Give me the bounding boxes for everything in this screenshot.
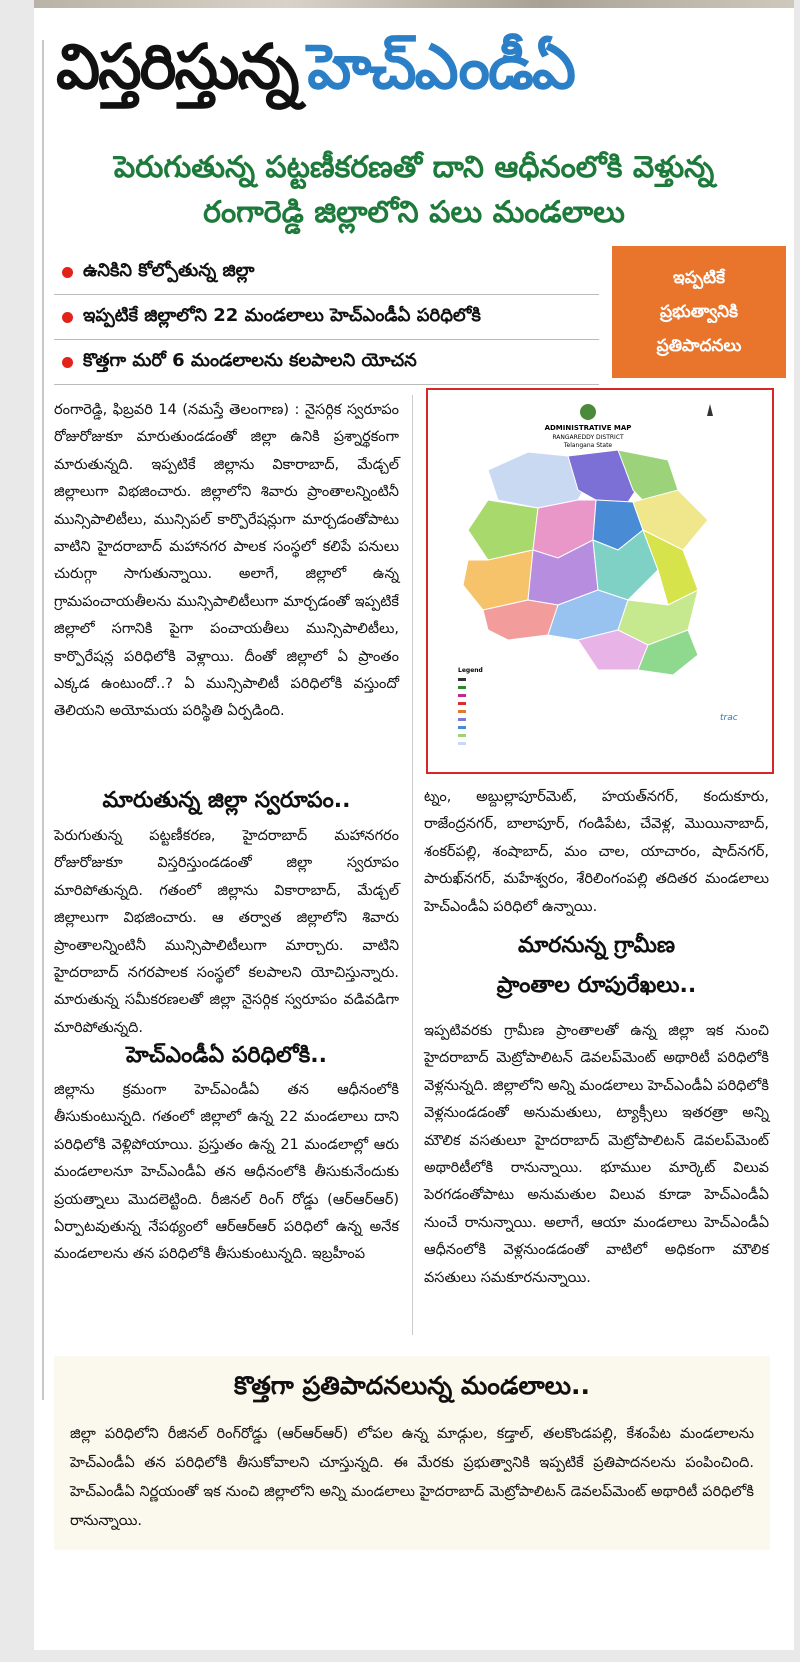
proposed-mandals-body: జిల్లా పరిధిలోని రీజినల్ రింగ్‌రోడ్డు (ఆర్‌ఆర్‌ఆర్) లోపల ఉన్న మాడ్గుల, కడ్తాల్, తలకొండపల్లి, కేశంపేట మండలాలను హెచ్‌ఎండీఏ తన పరిధిలోకి తీసుకోవాలని చూస్తున్నది. ఈ మేరకు ప్రభుత్వానికి ఇప్పటికే ప్రతిపాదనలను పంపించింది. హెచ్‌ఎండీఏ నిర్ణయంతో ఇక నుంచి జిల్లాలోని అన్ని మండలాలు హైదరాబాద్ మెట్రోపాలిటన్ డెవలప్‌మెంట్ అథారిటీ పరిధిలోకి రానున్నాయి. [70, 1426, 754, 1529]
north-arrow-icon [707, 404, 713, 416]
map-state: Telangana State [563, 442, 613, 449]
bullet-dot-icon [62, 357, 73, 368]
callout-line: ఇప్పటికే [673, 268, 725, 288]
subhead-changing-form: మారుతున్న జిల్లా స్వరూపం.. [102, 788, 351, 813]
highlight-bullets [54, 250, 599, 385]
article-para1: పెరుగుతున్న పట్టణీకరణ, హైదరాబాద్ మహానగరం రోజురోజుకూ విస్తరిస్తుండడంతో జిల్లా స్వరూపం మారిపోతున్నది. గతంలో జిల్లాను వికారాబాద్, మేడ్చల్ జిల్లాలుగా విభజించారు. ఆ తర్వాత జిల్లాలోని శివారు ప్రాంతాలన్నింటినీ మున్సిపాలిటీలుగా మార్చారు. వాటిని హైదరాబాద్ నగరపాలక సంస్థలో కలపాలని యోచిస్తున్నారు. మారుతున్న సమీకరణలతో జిల్లా నైసర్గిక స్వరూపం వడివడిగా మారిపోతున్నది. [54, 828, 399, 1036]
district-mandal-shapes [463, 450, 708, 675]
proposed-mandals-title: కొత్తగా ప్రతిపాదనలున్న మండలాలు.. [233, 1371, 591, 1400]
subhead-rural-b: ప్రాంతాల రూపురేఖలు.. [496, 973, 697, 998]
article-para3: ట్నం, అబ్దుల్లాపూర్‌మెట్, హయత్‌నగర్, కందుకూరు, రాజేంద్రనగర్, బాలాపూర్, గండిపేట, చేవెళ్ల, మొయినాబాద్, శంకర్‌పల్లి, శంషాబాద్, మం చాల, యాచారం, షాద్‌నగర్, పారుఖ్‌నగర్, మహేశ్వరం, శేరిలింగంపల్లి తదితర మండలాలు హెచ్‌ఎండీఏ పరిధిలో ఉన్నాయి. [424, 789, 769, 915]
article-para2: జిల్లాను క్రమంగా హెచ్‌ఎండీఏ తన ఆధీనంలోకి తీసుకుంటున్నది. గతంలో జిల్లాలో ఉన్న 22 మండలాలు దాని పరిధిలోకి వెళ్లిపోయాయి. ప్రస్తుతం ఉన్న 21 మండలాల్లో ఆరు మండలాలనూ హెచ్‌ఎండీఏ తన ఆధీనంలోకి తీసుకునేందుకు ప్రయత్నాలు మొదలెట్టింది. రీజినల్ రింగ్ రోడ్డు (ఆర్‌ఆర్‌ఆర్) ఏర్పాటవుతున్న నేపథ్యంలో ఆర్‌ఆర్‌ఆర్ పరిధిలో ఉన్న అనేక మండలాలను తన పరిధిలోకి తీసుకుంటున్నది. ఇబ్రహీంప [54, 1082, 399, 1263]
map-graphic [428, 390, 772, 772]
article-intro: రంగారెడ్డి, ఫిబ్రవరి 14 (నమస్తే తెలంగాణ) : నైసర్గిక స్వరూపం రోజురోజుకూ మారుతుండడంతో జిల్లా ఉనికి ప్రశ్నార్థకంగా మారుతున్నది. ఇప్పటికే జిల్లాను వికారాబాద్, మేడ్చల్ జిల్లాలుగా విభజించారు. జిల్లాలోని శివారు ప్రాంతాలన్నింటినీ మున్సిపాలిటీలు, మున్సిపల్ కార్పొరేషన్లుగా మార్చడంతోపాటు వాటిని హైదరాబాద్ మహానగర పాలక సంస్థలో కలిపే పనులు చురుగ్గా సాగుతున్నాయి. అలాగే, జిల్లాలో ఉన్న గ్రామపంచాయతీలను మున్సిపాలిటీలుగా మార్చడంతో ఇప్పటికే జిల్లాలో సగానికి పైగా పంచాయతీలు మున్సిపాలిటీలు, కార్పొరేషన్ల పరిధిలోకి వెళ్లాయి. దీంతో జిల్లాలో ఏ ప్రాంతం ఎక్కడ ఉంటుందో..? ఏ మున్సిపాలిటీ పరిధిలోకి వస్తుందో తెలియని అయోమయ పరిస్థితి ఏర్పడింది. [54, 402, 399, 720]
subhead-into-hmda: హెచ్‌ఎండీఏ పరిధిలోకి.. [126, 1043, 327, 1068]
map-brand: trac [720, 713, 738, 723]
map-legend [458, 667, 483, 745]
subheadline-line2: రంగారెడ్డి జిల్లాలోని పలు మండలాలు [203, 195, 625, 230]
subhead-rural-a: మారనున్న గ్రామీణ [517, 933, 676, 958]
bullet-text: ఇప్పటికే జిల్లాలోని 22 మండలాలు హెచ్‌ఎండీఏ పరిధిలోకి [83, 304, 481, 326]
bullet-item [54, 295, 599, 340]
callout-line: ప్రభుత్వానికి [660, 302, 738, 322]
bullet-item [54, 250, 599, 295]
bullet-dot-icon [62, 267, 73, 278]
orange-callout-box [612, 246, 786, 378]
bullet-text: ఉనికిని కోల్పోతున్న జిల్లా [83, 259, 255, 281]
proposed-mandals-box [54, 1356, 770, 1550]
column-separator [412, 395, 413, 1335]
telangana-seal-icon [580, 404, 596, 420]
top-image-strip [34, 0, 794, 8]
bullet-text: కొత్తగా మరో 6 మండలాలను కలపాలని యోచన [83, 349, 417, 371]
map-title: ADMINISTRATIVE MAP [544, 424, 632, 432]
article-para4: ఇప్పటివరకు గ్రామీణ ప్రాంతాలతో ఉన్న జిల్లా ఇక నుంచి హైదరాబాద్ మెట్రోపాలిటన్ డెవలప్‌మెంట్ అథారిటీ పరిధిలోకి వెళ్లనున్నది. జిల్లాలోని అన్ని మండలాలు హెచ్‌ఎండీఏ పరిధిలోకి వెళ్లనుండడంతో అనుమతులు, ట్యాక్సీలు ఇతరత్రా అన్ని మౌలిక వసతులూ హైదరాబాద్ మెట్రోపాలిటన్ డెవలప్‌మెంట్ అథారిటీలోకి రానున్నాయి. భూముల మార్కెట్ విలువ పెరగడంతోపాటు అనుమతుల విలువ కూడా హెచ్‌ఎండీఏ నుంచే రానున్నాయి. అలాగే, ఆయా మండలాలు హెచ్‌ఎండీఏ ఆధీనంలోకి వెళ్లనుండడంతో వాటిలో అధికంగా మౌలిక వసతులు సమకూరనున్నాయి. [424, 1023, 769, 1286]
headline-part1: విస్తరిస్తున్న [56, 30, 298, 103]
callout-line: ప్రతిపాదనలు [656, 336, 742, 356]
headline [56, 30, 574, 118]
bullet-dot-icon [62, 312, 73, 323]
map-district: RANGAREDDY DISTRICT [552, 434, 624, 441]
district-map [426, 388, 774, 774]
newspaper-clipping [34, 0, 794, 1650]
legend-title: Legend [458, 667, 483, 674]
bullet-item [54, 340, 599, 385]
left-margin-rule [42, 40, 44, 1400]
headline-part2: హెచ్‌ఎండీఏ [307, 30, 574, 103]
subheadline-line1: పెరుగుతున్న పట్టణీకరణతో దాని ఆధీనంలోకి వెళ్తున్న [113, 150, 715, 185]
